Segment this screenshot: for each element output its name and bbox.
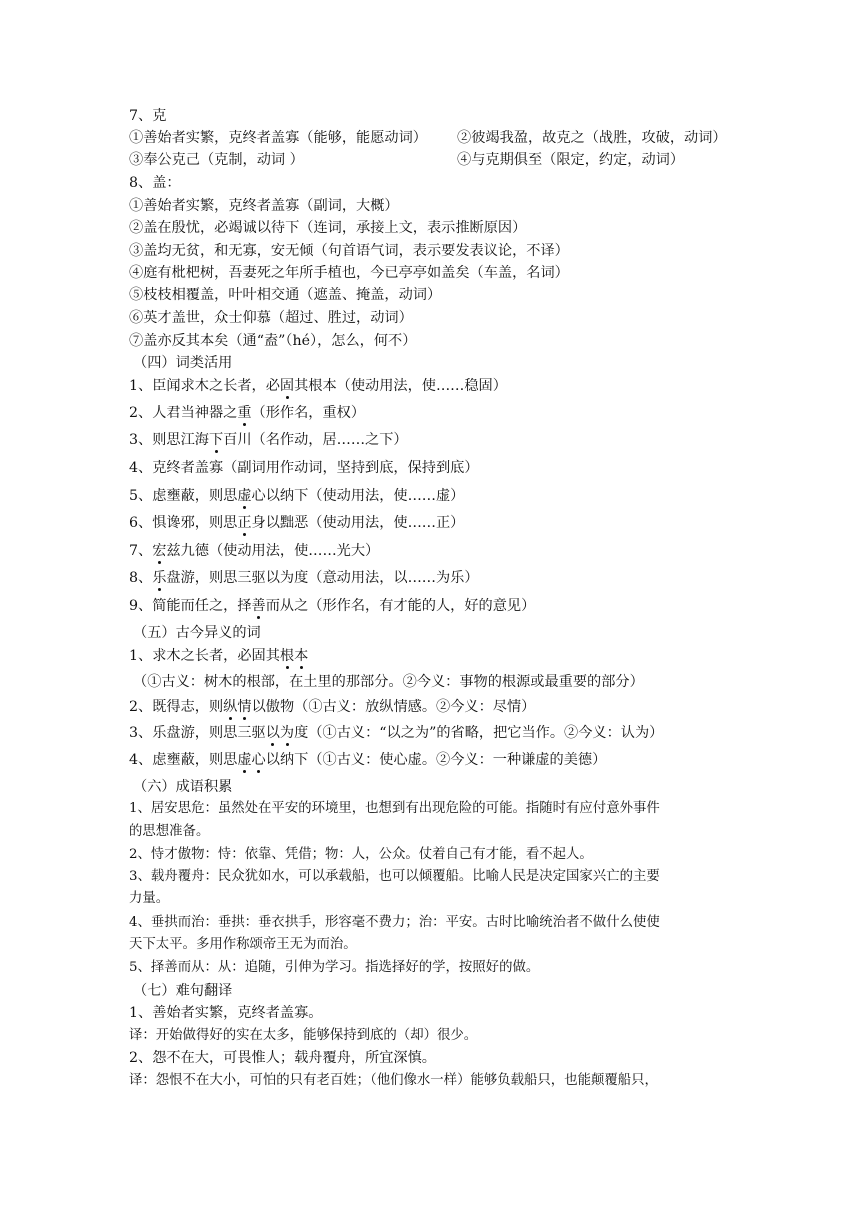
idiom-line: 的思想准备。 (129, 824, 210, 839)
emphasis-char: 以 (265, 725, 280, 741)
s8-item: ①善始者实繁，克终者盖寡（副词，大概） (129, 198, 399, 214)
emphasis-char: 宏 (152, 543, 167, 559)
section-4-heading: （四）词类活用 (133, 355, 233, 371)
idiom-line: 力量。 (129, 891, 170, 906)
s7-item-3: ③奉公克己（克制，动词 ） (129, 152, 304, 168)
gjyy-text: 度（①古义：“以之为”的省略，把它当作。②今义：认为） (294, 725, 664, 741)
s7-item-2: ②彼竭我盈，故克之（战胜，攻破，动词） (457, 130, 727, 146)
gjyy-item-3 (129, 723, 663, 743)
translation-line: 译：开始做得好的实在太多，能够保持到底的（却）很少。 (129, 1028, 478, 1043)
emphasis-char: 心 (251, 752, 266, 768)
cllh-text: 2、人君当神器之 (129, 405, 238, 421)
emphasis-char: 纵 (223, 699, 238, 715)
section-7-title: 7、克 (129, 108, 167, 124)
s8-item: ③盖均无贫，和无寡，安无倾（句首语气词，表示要发表议论，不译） (129, 243, 569, 259)
idiom-line: 5、择善而从：从：追随，引伸为学习。指选择好的学，按照好的做。 (129, 960, 540, 975)
s7-item-4: ④与克期俱至（限定，约定，动词） (457, 152, 685, 168)
section-5-heading: （五）古今异义的词 (133, 625, 261, 641)
cllh-text: 身以黜恶（使动用法，使……正） (251, 515, 465, 531)
cllh-text: 百川（名作动，居……之下） (223, 432, 408, 448)
emphasis-char: 重 (237, 405, 252, 421)
cllh-text: （形作名，重权） (251, 405, 366, 421)
cllh-text: 兹九德（使动用法，使……光大） (166, 543, 380, 559)
section-8-title: 8、盖： (129, 175, 181, 191)
idiom-line: 1、居安思危：虽然处在平安的环境里，也想到有出现危险的可能。指随时有应付意外事件 (129, 801, 660, 816)
emphasis-char: 本 (294, 648, 309, 664)
idiom-line: 4、垂拱而治：垂拱：垂衣拱手，形容毫不费力；治：平安。古时比喻统治者不做什么使使 (129, 915, 660, 930)
cllh-item-7 (129, 541, 379, 561)
gjyy-text: 4、虑壅蔽，则思 (129, 752, 238, 768)
gjyy-item-4 (129, 750, 606, 770)
s7-item-1: ①善始者实繁，克终者盖寡（能够，能愿动词） (129, 130, 427, 146)
gjyy-item-1 (129, 646, 308, 666)
emphasis-char: 下 (208, 432, 224, 448)
gjyy-text: 以纳下（①古义：使心虚。②今义：一种谦虚的美德） (265, 752, 607, 768)
cllh-item-3 (129, 430, 408, 450)
gjyy-text: 1、求木之长者，必固其 (129, 648, 280, 664)
s8-item: ⑦盖亦反其本矣（通“盍”（hé），怎么，何不） (129, 333, 417, 349)
s8-item: ②盖在殷忧，必竭诚以待下（连词，承接上文，表示推断原因） (129, 220, 527, 236)
cllh-item-5 (129, 486, 464, 506)
translation-line: 2、怨不在大，可畏惟人；载舟覆舟，所宜深慎。 (129, 1050, 436, 1066)
translation-line: 译：怨恨不在大小，可怕的只有老百姓；（他们像水一样）能够负载船只，也能颠覆船只， (129, 1073, 658, 1088)
emphasis-char: 乐 (152, 570, 167, 586)
cllh-text: 5、虑壅蔽，则思 (129, 488, 238, 504)
cllh-item-2 (129, 403, 365, 423)
cllh-text: 1、臣闻求木之长者，必 (129, 378, 280, 394)
section-6-heading: （六）成语积累 (133, 779, 233, 795)
cllh-text: 3、则思江海 (129, 432, 209, 448)
cllh-item-4: 4、克终者盖寡（副词用作动词，坚持到底，保持到底） (129, 460, 479, 476)
cllh-text: 而从之（形作名，有才能的人，好的意见） (265, 598, 536, 614)
cllh-item-9 (129, 596, 535, 616)
emphasis-char: 虚 (237, 488, 252, 504)
cllh-item-8 (129, 568, 479, 588)
idiom-line: 2、恃才傲物：恃：依靠、凭借；物：人，公众。仗着自己有才能，看不起人。 (129, 847, 593, 862)
emphasis-char: 根 (279, 648, 295, 664)
cllh-item-6 (129, 513, 464, 533)
gjyy-text: 3、乐盘游，则思三驱 (129, 725, 266, 741)
emphasis-char: 虚 (237, 752, 252, 768)
cllh-text: 9、简能而任之，择 (129, 598, 252, 614)
idiom-line: 天下太平。多用作称颂帝王无为而治。 (129, 937, 357, 952)
emphasis-char: 固 (279, 378, 295, 394)
s8-item: ④庭有枇杷树，吾妻死之年所手植也，今已亭亭如盖矣（车盖，名词） (129, 265, 569, 281)
section-7-heading: （七）难句翻译 (133, 983, 233, 999)
idiom-line: 3、载舟覆舟：民众犹如水，可以承载船，也可以倾覆船。比喻人民是决定国家兴亡的主要 (129, 869, 660, 884)
cllh-text: 心以纳下（使动用法，使……虚） (251, 488, 465, 504)
cllh-text: 8、 (129, 570, 153, 586)
emphasis-char: 情 (237, 699, 252, 715)
emphasis-char: 善 (251, 598, 266, 614)
cllh-item-1 (129, 376, 507, 396)
s8-item: ⑥英才盖世，众士仰慕（超过、胜过，动词） (129, 310, 413, 326)
cllh-text: 其根本（使动用法，使……稳固） (294, 378, 507, 394)
s8-item: ⑤枝枝相覆盖，叶叶相交通（遮盖、掩盖，动词） (129, 287, 442, 303)
translation-line: 1、善始者实繁，克终者盖寡。 (129, 1005, 323, 1021)
emphasis-char: 正 (237, 515, 252, 531)
gjyy-text: 2、既得志，则 (129, 699, 224, 715)
cllh-text: 6、惧谗邪，则思 (129, 515, 238, 531)
gjyy-item-2 (129, 697, 535, 717)
emphasis-char: 为 (279, 725, 295, 741)
gjyy-text: 以傲物（①古义：放纵情感。②今义：尽情） (251, 699, 536, 715)
gjyy-item-1-explain: （①古义：树木的根部，在土里的那部分。②今义：事物的根源或最重要的部分） (133, 674, 644, 690)
cllh-text: 盘游，则思三驱以为度（意动用法，以……为乐） (166, 570, 479, 586)
cllh-text: 7、 (129, 543, 153, 559)
